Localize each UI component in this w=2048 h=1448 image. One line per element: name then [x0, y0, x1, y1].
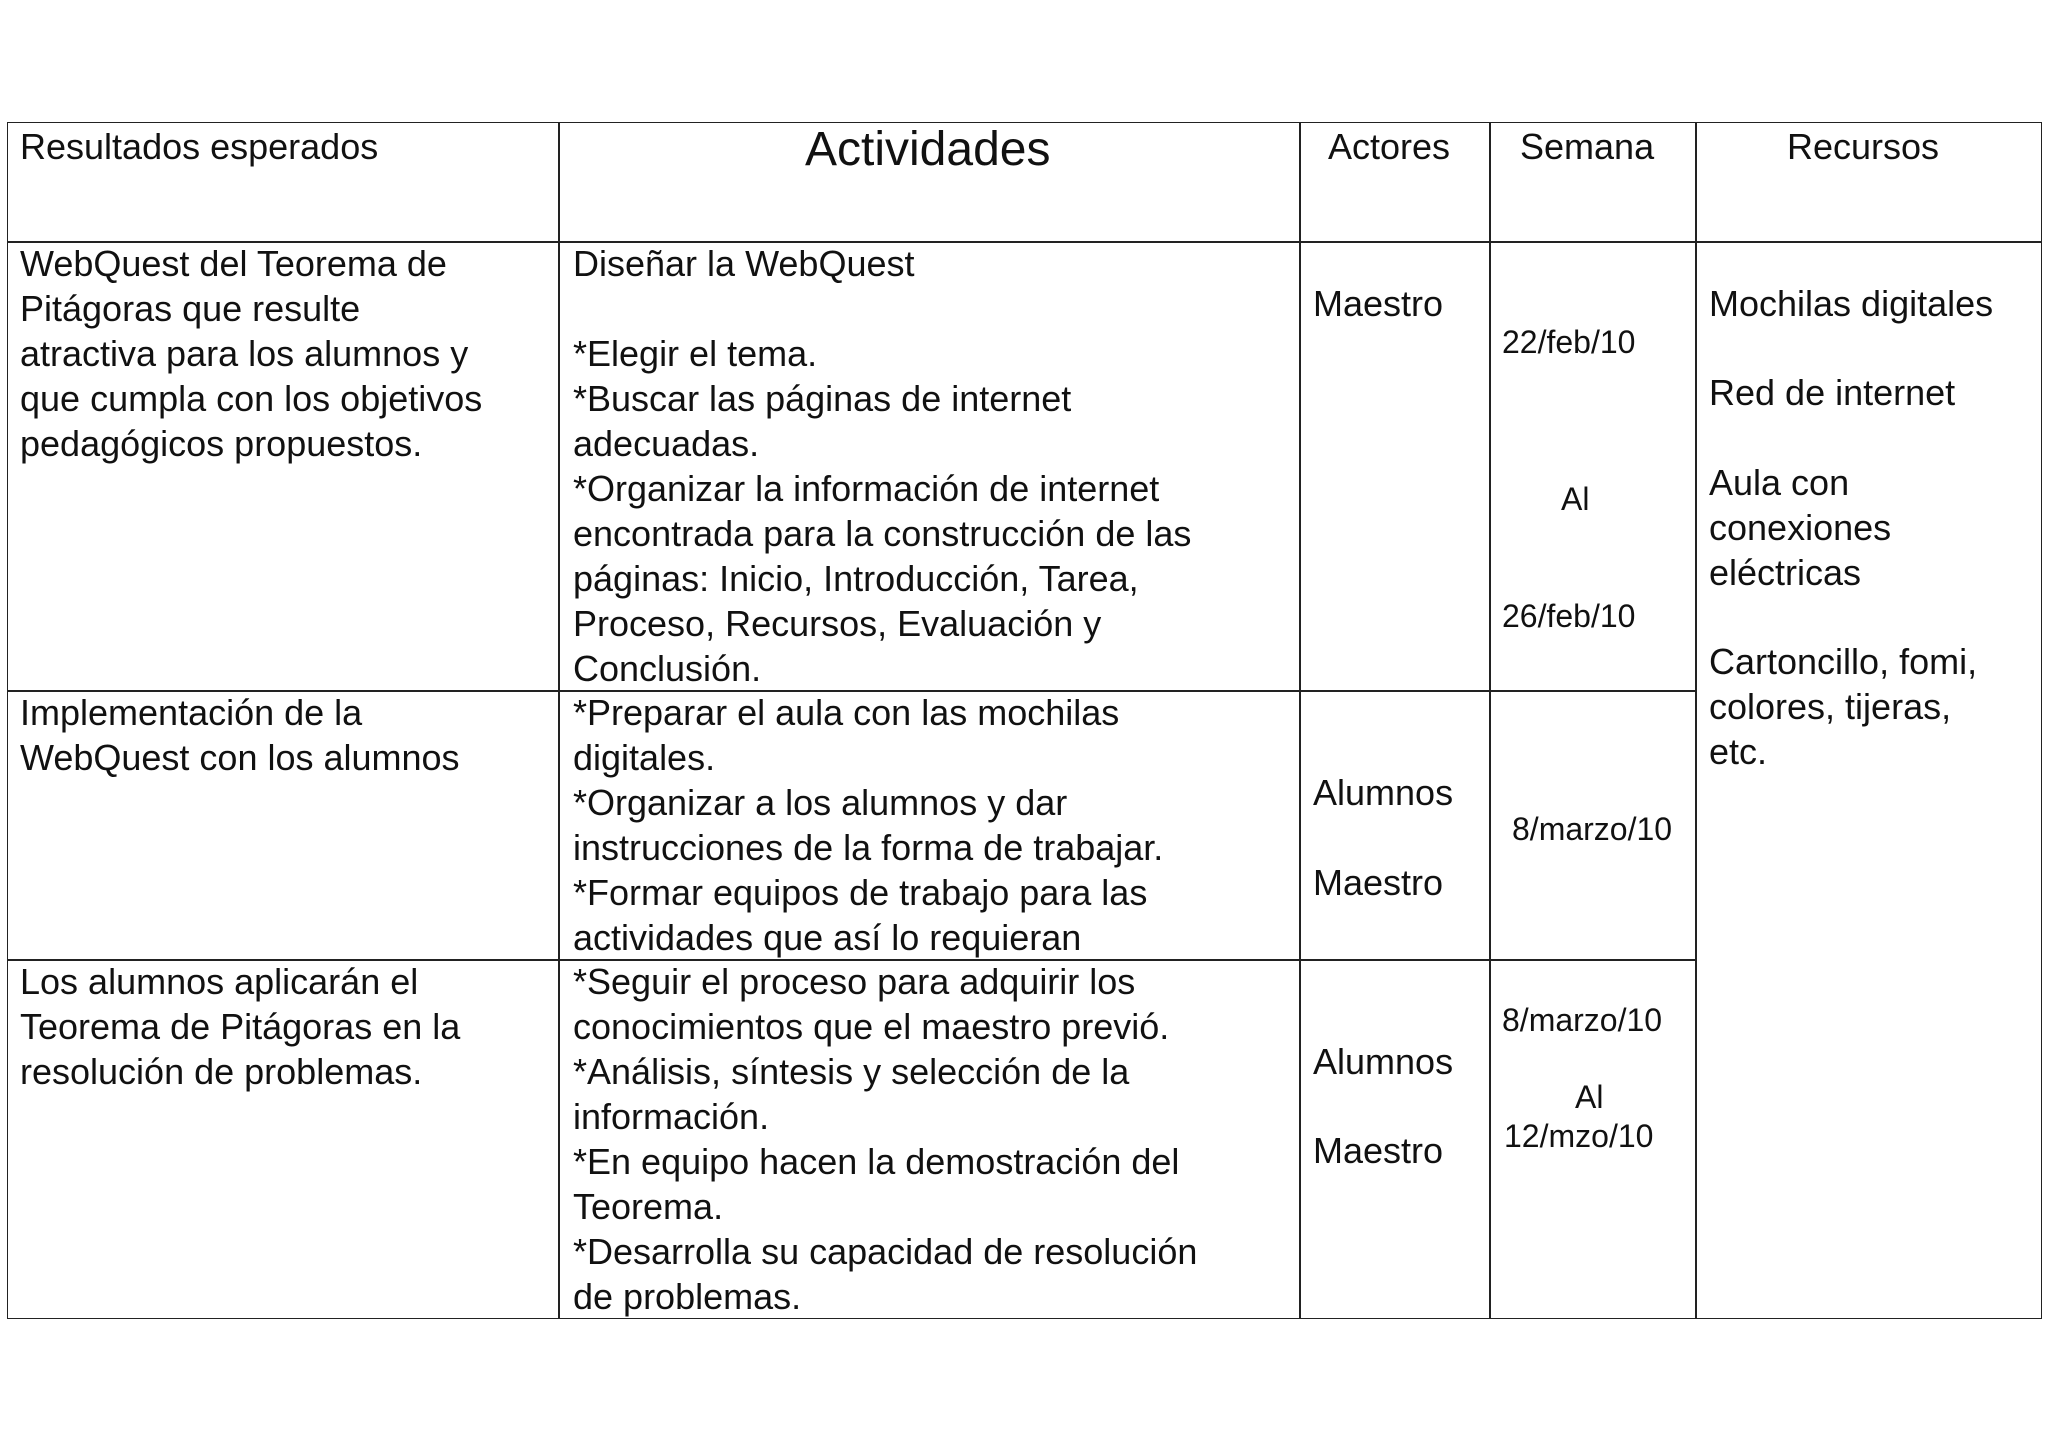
row3-semana-al: Al: [1575, 1079, 1604, 1115]
recurso-aula: [1709, 460, 1891, 595]
activity-line: *Buscar las páginas de internet: [573, 378, 1072, 419]
recurso-line: conexiones: [1709, 507, 1892, 548]
activity-line: instrucciones de la forma de trabajar.: [573, 827, 1164, 868]
activity-line: digitales.: [573, 737, 716, 778]
header-recursos: Recursos: [1787, 126, 1940, 167]
activity-line: Teorema.: [573, 1186, 724, 1227]
header-resultados: Resultados esperados: [20, 126, 379, 167]
recurso-materiales: [1709, 639, 1977, 774]
row2-semana: 8/marzo/10: [1512, 811, 1673, 847]
row1-resultado-line: atractiva para los alumnos y: [20, 333, 469, 374]
row1-actor: Maestro: [1313, 283, 1444, 324]
activity-line: información.: [573, 1096, 770, 1137]
row2-actor: Alumnos: [1313, 772, 1454, 813]
row2-actividades: [573, 690, 1163, 960]
activity-line: páginas: Inicio, Introducción, Tarea,: [573, 558, 1139, 599]
activity-line: Proceso, Recursos, Evaluación y: [573, 603, 1102, 644]
row1-resultado: [20, 241, 482, 466]
planning-table: [7, 122, 2042, 1319]
row1-semana-al: Al: [1561, 481, 1590, 517]
activity-line: *Análisis, síntesis y selección de la: [573, 1051, 1130, 1092]
row3-resultado: [20, 959, 460, 1094]
row2-resultado-line: Implementación de la: [20, 692, 363, 733]
row1-resultado-line: WebQuest del Teorema de: [20, 243, 447, 284]
recurso-line: Aula con: [1709, 462, 1850, 503]
row1-resultado-line: que cumpla con los objetivos: [20, 378, 483, 419]
row1-actividades: [573, 331, 1191, 691]
row1-actividades-title: Diseñar la WebQuest: [573, 243, 915, 284]
row1-semana-start: 22/feb/10: [1502, 324, 1636, 360]
row3-resultado-line: resolución de problemas.: [20, 1051, 423, 1092]
recurso-line: eléctricas: [1709, 552, 1862, 593]
row3-actor: Maestro: [1313, 1130, 1444, 1171]
row2-actores-cell: [1299, 690, 1491, 961]
activity-line: actividades que así lo requieran: [573, 917, 1082, 958]
activity-line: *Seguir el proceso para adquirir los: [573, 961, 1136, 1002]
header-actividades: Actividades: [805, 123, 1051, 176]
row2-resultado: [20, 690, 460, 780]
activity-line: *Desarrolla su capacidad de resolución: [573, 1231, 1198, 1272]
header-actores: Actores: [1328, 126, 1451, 167]
row1-semana-end: 26/feb/10: [1502, 598, 1636, 634]
row3-resultado-line: Teorema de Pitágoras en la: [20, 1006, 461, 1047]
recurso-mochilas: Mochilas digitales: [1709, 283, 1994, 324]
activity-line: *Formar equipos de trabajo para las: [573, 872, 1148, 913]
row2-resultado-line: WebQuest con los alumnos: [20, 737, 460, 778]
row3-semana-end: 12/mzo/10: [1504, 1118, 1654, 1154]
activity-line: adecuadas.: [573, 423, 760, 464]
activity-line: *En equipo hacen la demostración del: [573, 1141, 1180, 1182]
header-semana: Semana: [1520, 126, 1655, 167]
row3-semana-start: 8/marzo/10: [1502, 1002, 1663, 1038]
activity-line: *Organizar a los alumnos y dar: [573, 782, 1068, 823]
row3-actividades: [573, 959, 1197, 1319]
activity-line: encontrada para la construcción de las: [573, 513, 1192, 554]
row1-resultado-line: pedagógicos propuestos.: [20, 423, 423, 464]
row3-actor: Alumnos: [1313, 1041, 1454, 1082]
activity-line: *Elegir el tema.: [573, 333, 818, 374]
recurso-red: Red de internet: [1709, 372, 1956, 413]
row3-resultado-line: Los alumnos aplicarán el: [20, 961, 419, 1002]
activity-line: de problemas.: [573, 1276, 802, 1317]
activity-line: Conclusión.: [573, 648, 762, 689]
recurso-line: etc.: [1709, 731, 1768, 772]
recurso-line: colores, tijeras,: [1709, 686, 1952, 727]
recurso-line: Cartoncillo, fomi,: [1709, 641, 1978, 682]
activity-line: conocimientos que el maestro previó.: [573, 1006, 1170, 1047]
activity-line: *Organizar la información de internet: [573, 468, 1160, 509]
activity-line: *Preparar el aula con las mochilas: [573, 692, 1120, 733]
row2-actor: Maestro: [1313, 862, 1444, 903]
row1-resultado-line: Pitágoras que resulte: [20, 288, 361, 329]
